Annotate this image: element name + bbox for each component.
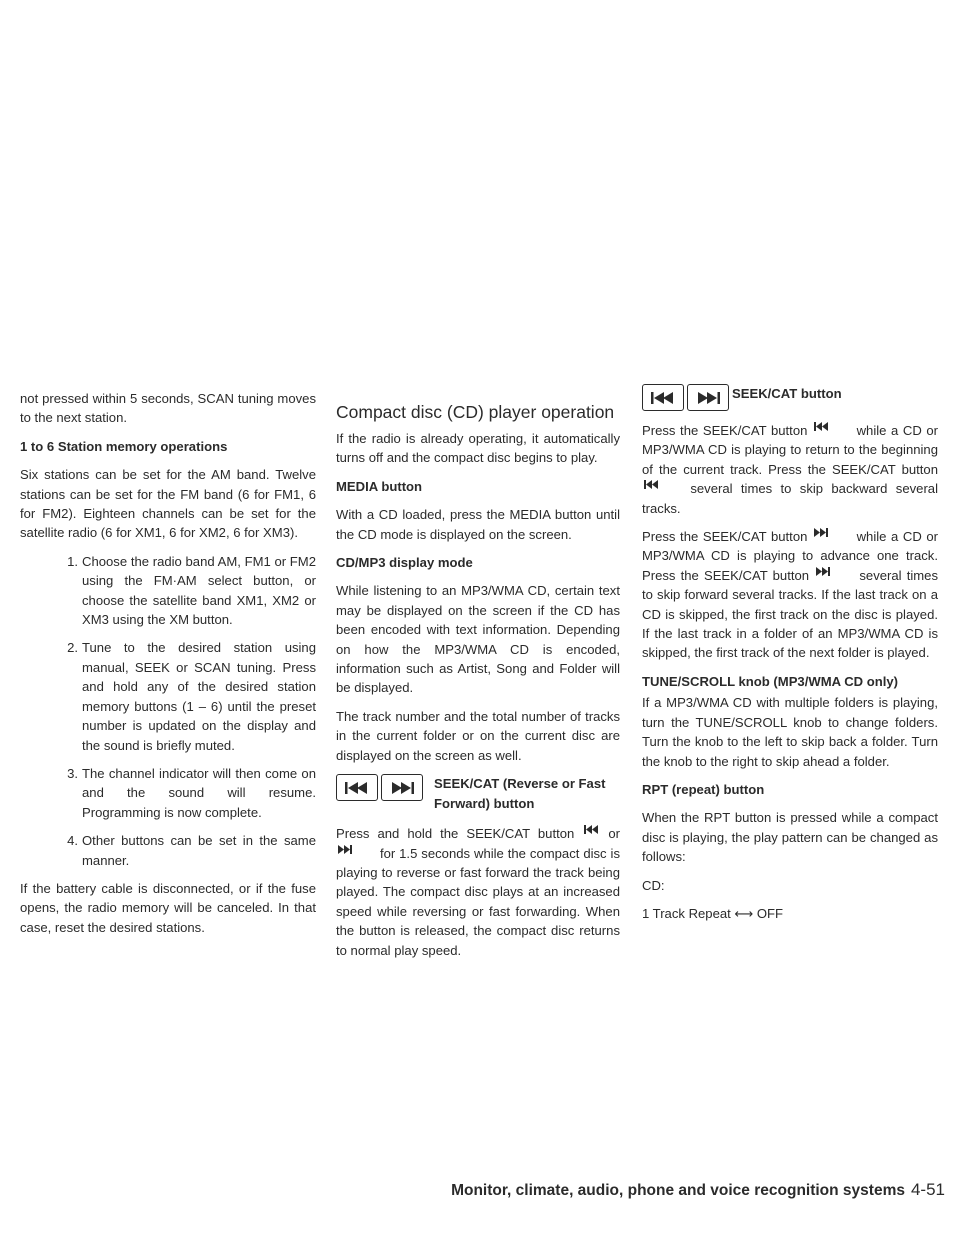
text-span: while a CD or MP3/WMA CD is playing to advance one track. Press the SEEK/CAT button <box>642 529 939 583</box>
step-text: Choose the radio band AM, FM1 or FM2 using the FM·AM select button, or choose the satellite band XM1, XM2 or XM3 using the XM button. <box>82 553 316 628</box>
paragraph-battery-note: If the battery cable is disconnected, or if the fuse opens, the radio memory will be canceled. In that case, reset the desired stations. <box>20 880 316 935</box>
step-text: Tune to the desired station using manual, SEEK or SCAN tuning. Press and hold any of the desired station memory buttons (1 – 6) until the preset number is updated on the display and the sound is briefly muted. <box>82 640 316 753</box>
text-span: Press the SEEK/CAT button <box>642 529 808 545</box>
paragraph-cd-label: CD: <box>642 877 665 893</box>
paragraph-display-mode: While listening to an MP3/WMA CD, certain text may be displayed on the screen if the CD has been encoded with text information. Depending on how the MP3/WMA CD is encoded, information such as Artist, Song and Folder will be displayed. <box>336 583 620 696</box>
repeat-pattern <box>642 904 938 924</box>
column-left <box>20 389 316 946</box>
text-span: several times to skip backward several tracks. <box>642 481 938 516</box>
step-text: Other buttons can be set in the same manner. <box>82 833 316 868</box>
double-arrow-icon: ⟷ <box>734 906 754 922</box>
list-item <box>20 552 316 630</box>
paragraph-seek-forward <box>642 527 938 663</box>
memory-steps-list <box>20 552 316 870</box>
seek-cat-button-illustration <box>336 774 620 814</box>
text-span: or <box>608 826 620 842</box>
text-span: Press and hold the SEEK/CAT button <box>336 826 575 842</box>
paragraph-auto-play: If the radio is already operating, it automatically turns off and the compact disc begins to play. <box>336 431 620 466</box>
paragraph-scan-continued: not pressed within 5 seconds, SCAN tuning moves to the next station. <box>20 391 316 426</box>
step-number: 4. <box>67 833 78 849</box>
column-right <box>642 386 939 933</box>
text-span: while a CD or MP3/WMA CD is playing to return to the beginning of the current track. Press the SEEK/CAT button <box>642 423 939 477</box>
page-number: 4-51 <box>910 1180 945 1199</box>
paragraph-station-counts: Six stations can be set for the AM band. Twelve stations can be set for the FM band (6 for FM1, 6 for FM2). Eighteen channels can be set for the satellite radio (6 for XM1, 6 for XM2, 6 for XM3). <box>20 467 316 541</box>
step-number: 3. <box>67 765 78 781</box>
skip-previous-icon <box>814 422 828 431</box>
text-span: Press the SEEK/CAT button <box>642 423 808 438</box>
list-item <box>20 831 316 870</box>
skip-next-icon <box>687 384 729 411</box>
page-footer <box>425 1180 945 1200</box>
skip-next-icon <box>814 528 828 537</box>
section-title: Compact disc (CD) player operation <box>336 402 615 422</box>
paragraph-seek-back <box>642 421 938 518</box>
skip-previous-icon <box>336 774 378 801</box>
chapter-title: Monitor, climate, audio, phone and voice recognition systems <box>451 1182 905 1199</box>
heading-display-mode: CD/MP3 display mode <box>336 555 473 571</box>
skip-next-icon <box>381 774 423 801</box>
column-middle <box>336 389 620 969</box>
skip-previous-icon <box>644 480 658 489</box>
paragraph-rpt: When the RPT button is pressed while a compact disc is playing, the play pattern can be changed as follows: <box>642 810 938 865</box>
seek-cat-label: SEEK/CAT (Reverse or Fast Forward) button <box>434 776 606 812</box>
skip-previous-icon <box>584 825 598 834</box>
repeat-mode-text: 1 Track Repeat <box>642 905 731 921</box>
seek-cat-button-illustration <box>642 384 938 411</box>
list-item <box>20 764 316 822</box>
paragraph-tune-scroll: If a MP3/WMA CD with multiple folders is playing, turn the TUNE/SCROLL knob to change folders. Turn the knob to the left to skip back a folder. Turn the knob to the right to skip ahead a folder. <box>642 695 938 769</box>
heading-rpt-button: RPT (repeat) button <box>642 781 765 797</box>
heading-media-button: MEDIA button <box>336 478 423 494</box>
step-number: 1. <box>67 553 78 569</box>
heading-station-memory: 1 to 6 Station memory operations <box>20 438 228 454</box>
paragraph-track-number: The track number and the total number of tracks in the current folder or on the current disc are displayed on the screen as well. <box>336 708 620 763</box>
skip-previous-icon <box>642 384 684 411</box>
skip-next-icon <box>338 845 352 854</box>
paragraph-media: With a CD loaded, press the MEDIA button until the CD mode is displayed on the screen. <box>336 507 620 542</box>
seek-cat-label: SEEK/CAT button <box>732 386 842 401</box>
heading-tune-scroll: TUNE/SCROLL knob (MP3/WMA CD only) <box>642 673 899 689</box>
list-item <box>20 638 316 754</box>
text-span: for 1.5 seconds while the compact disc is playing to reverse or fast forward the track being played. The compact disc plays at an increased speed while reversing or fast forwarding. When the button is released, the compact disc returns to normal play speed. <box>336 845 620 958</box>
step-number: 2. <box>67 640 78 656</box>
text-span: several times to skip forward several tracks. If the last track on a CD is skipped, the first track on the disc is played. If the last track in a folder of an MP3/WMA CD is skipped, the first track of the next folder is played. <box>642 567 939 661</box>
repeat-mode-text: OFF <box>756 905 784 921</box>
step-text: The channel indicator will then come on and the sound will resume. Programming is now complete. <box>82 765 316 820</box>
paragraph-press-hold <box>336 824 620 960</box>
skip-next-icon <box>816 567 830 576</box>
